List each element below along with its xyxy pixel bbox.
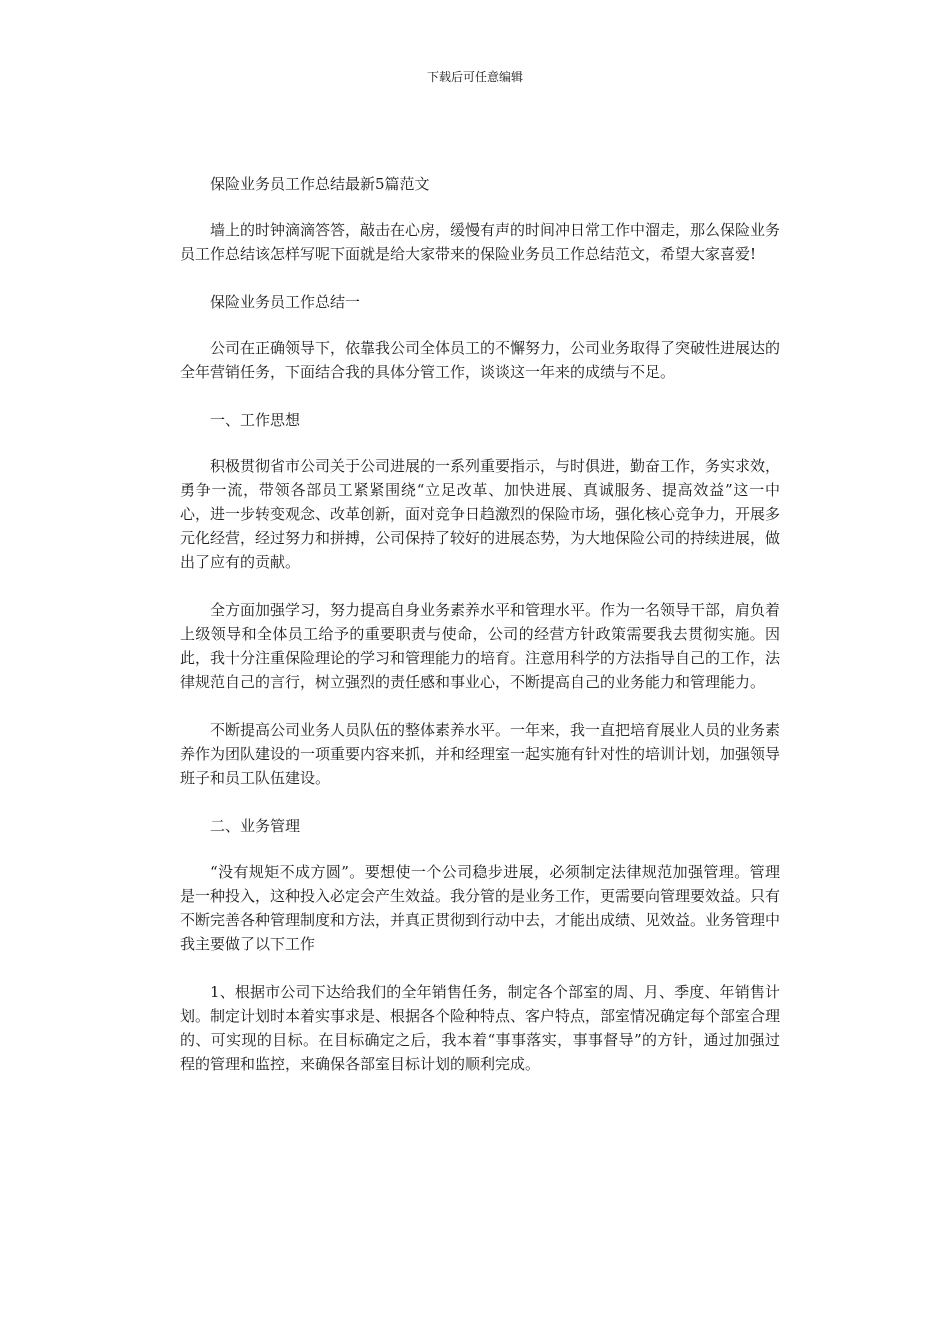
heading-business-management: 二、业务管理 bbox=[210, 817, 301, 835]
paragraph: 不断提高公司业务人员队伍的整体素养水平。一年来，我一直把培育展业人员的业务素养作为团队建设的一项重要内容来抓，并和经理室一起实施有针对性的培训计划，加强领导班子和员工队伍建设。 bbox=[180, 721, 781, 787]
paragraph: “没有规矩不成方圆”。要想使一个公司稳步进展，必须制定法律规范加强管理。管理是一种投入，这种投入必定会产生效益。我分管的是业务工作，更需要向管理要效益。只有不断完善各种管理制度和方法，并真正贯彻到行动中去，才能出成绩、见效益。业务管理中我主要做了以下工作 bbox=[180, 863, 781, 953]
heading-work-thinking: 一、工作思想 bbox=[210, 411, 301, 429]
paragraph: 全方面加强学习，努力提高自身业务素养水平和管理水平。作为一名领导干部，肩负着上级领导和全体员工给予的重要职责与使命，公司的经营方针政策需要我去贯彻实施。因此，我十分注重保险理论的学习和管理能力的培育。注意用科学的方法指导自己的工作，法律规范自己的言行，树立强烈的责任感和事业心，不断提高自己的业务能力和管理能力。 bbox=[180, 601, 781, 691]
section-title: 保险业务员工作总结一 bbox=[210, 293, 361, 311]
document-title: 保险业务员工作总结最新5篇范文 bbox=[210, 175, 430, 193]
opening-paragraph: 公司在正确领导下，依靠我公司全体员工的不懈努力，公司业务取得了突破性进展达的全年营销任务，下面结合我的具体分管工作，谈谈这一年来的成绩与不足。 bbox=[180, 339, 781, 381]
paragraph: 1、根据市公司下达给我们的全年销售任务，制定各个部室的周、月、季度、年销售计划。制定计划时本着实事求是、根据各个险种特点、客户特点，部室情况确定每个部室合理的、可实现的目标。在目标确定之后，我本着“事事落实，事事督导”的方针，通过加强过程的管理和监控，来确保各部室目标计划的顺利完成。 bbox=[180, 983, 781, 1073]
paragraph: 积极贯彻省市公司关于公司进展的一系列重要指示，与时俱进，勤奋工作，务实求效，勇争一流，带领各部员工紧紧围绕“立足改革、加快进展、真诚服务、提高效益”这一中心，进一步转变观念、改革创新，面对竞争日趋激烈的保险市场，强化核心竞争力，开展多元化经营，经过努力和拼搏，公司保持了较好的进展态势，为大地保险公司的持续进展，做出了应有的贡献。 bbox=[180, 457, 781, 571]
document-body bbox=[180, 172, 780, 1100]
intro-paragraph: 墙上的时钟滴滴答答，敲击在心房，缓慢有声的时间冲日常工作中溜走，那么保险业务员工作总结该怎样写呢下面就是给大家带来的保险业务员工作总结范文，希望大家喜爱! bbox=[180, 221, 781, 263]
download-note: 下载后可任意编辑 bbox=[426, 70, 523, 84]
